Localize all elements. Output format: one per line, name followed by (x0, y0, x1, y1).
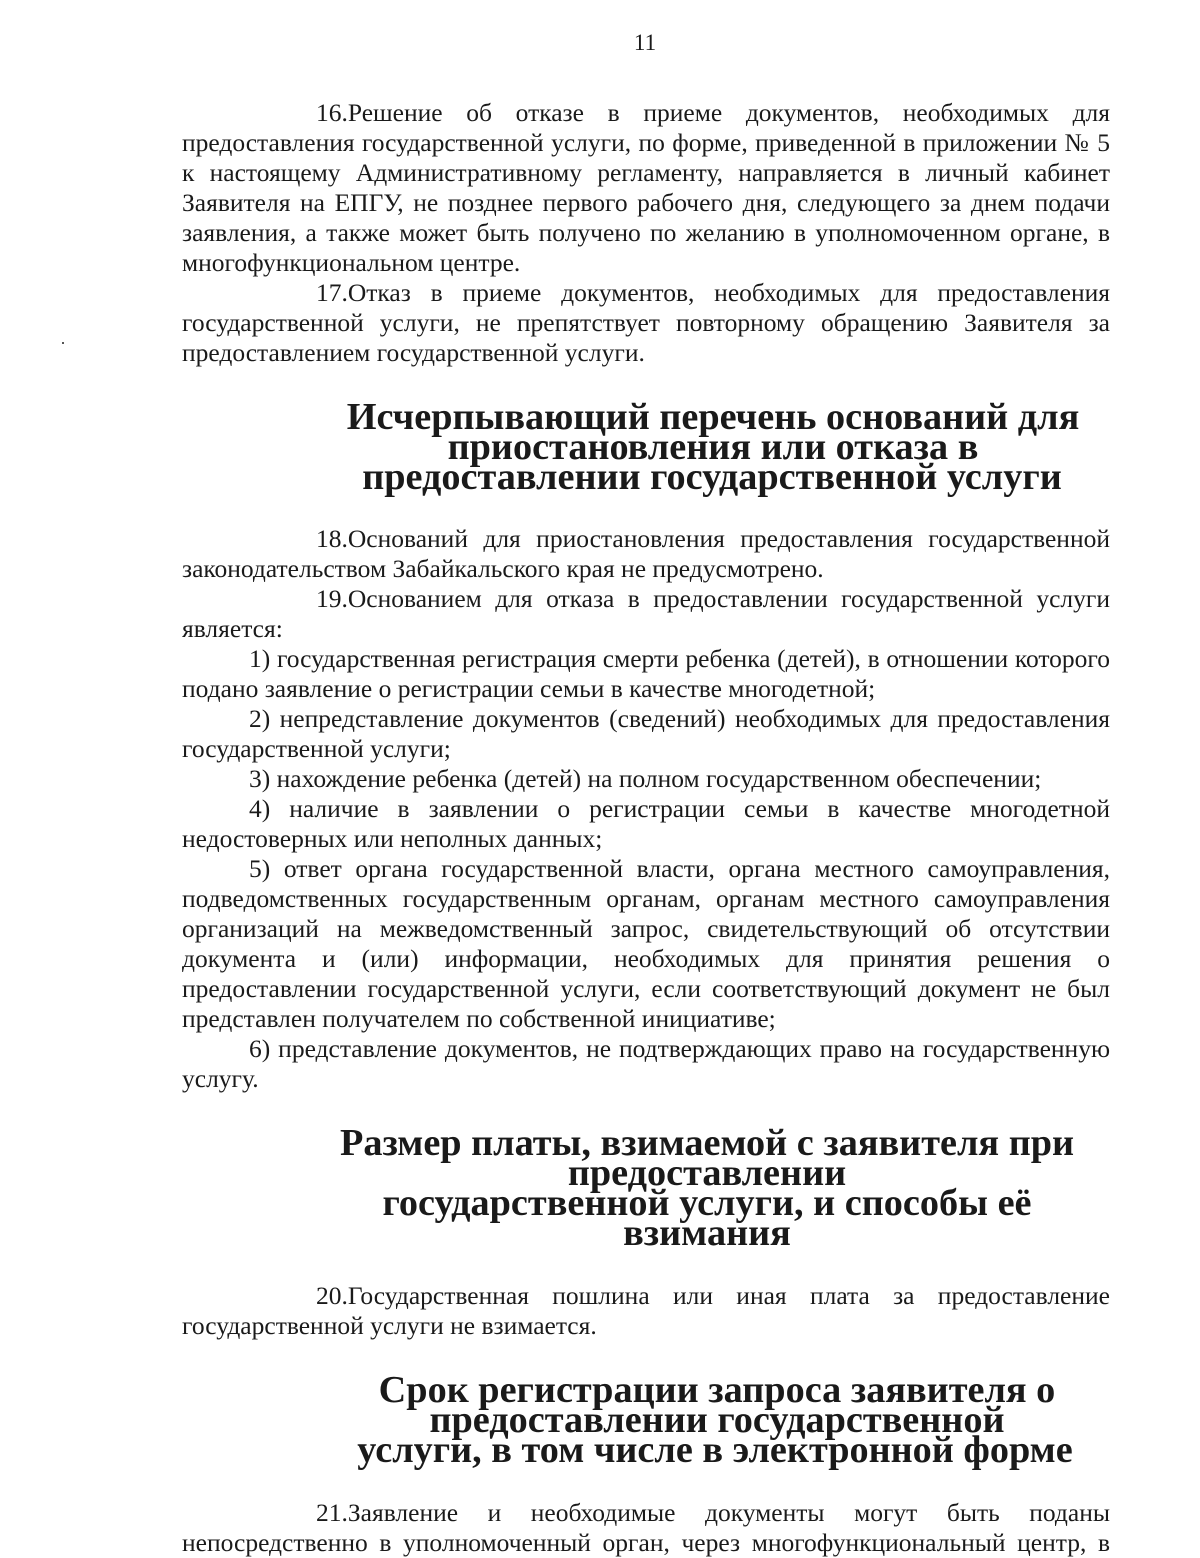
paragraph-number: 16. (316, 98, 348, 127)
scan-speck (62, 342, 64, 344)
paragraph-number: 19. (316, 584, 348, 613)
list-item-2: 2) непредставление документов (сведений) необходимых для предоставления государственной услуги; (182, 704, 1110, 763)
list-item-3: 3) нахождение ребенка (детей) на полном государственном обеспечении; (249, 764, 1042, 793)
list-item-4: 4) наличие в заявлении о регистрации семьи в качестве многодетной недостоверных или неполных данных; (182, 794, 1110, 853)
section-heading-fee (182, 1122, 1110, 1254)
paragraph-21 (182, 1498, 1110, 1558)
paragraph-text: Заявление и необходимые документы могут быть поданы непосредственно в уполномоченный орган, через многофункциональный центр, в (182, 1498, 1110, 1557)
paragraph-number: 20. (316, 1281, 348, 1310)
section-heading-grounds-for-refusal (182, 396, 1110, 498)
paragraph-text: Основанием для отказа в предоставлении государственной услуги является: (182, 584, 1110, 643)
paragraph-number: 18. (316, 524, 348, 553)
paragraph-20 (182, 1281, 1110, 1341)
paragraph-19 (182, 584, 1110, 644)
section-heading-registration-term (182, 1369, 1110, 1471)
list-item-1: 1) государственная регистрация смерти ребенка (детей), в отношении которого подано заявление о регистрации семьи в качестве многодетной; (182, 644, 1110, 703)
list-item-6: 6) представление документов, не подтверждающих право на государственную услугу. (182, 1034, 1110, 1093)
heading-line: услуги, в том числе в электронной форме (357, 1429, 1073, 1471)
paragraph-text: Государственная пошлина или иная плата за предоставление государственной услуги не взимается. (182, 1281, 1110, 1340)
heading-line: Срок регистрации запроса заявителя о предоставлении государственной (378, 1369, 1056, 1441)
list-item-5: 5) ответ органа государственной власти, органа местного самоуправления, подведомственных государственным органам, органам местного самоуправления организаций на межведомственный запрос, свидетельствующий об отсутствии документа и (или) информации, необходимых для принятия решения о предоставлении государственной услуги, если соответствующий документ не был представлен получателем по собственной инициативе; (182, 854, 1110, 1033)
document-body (182, 98, 1110, 1558)
heading-line: предоставлении государственной услуги (362, 456, 1062, 498)
heading-line: государственной услуги, и способы её взимания (382, 1182, 1032, 1254)
paragraph-text: Оснований для приостановления предоставления государственной законодательством Забайкальского края не предусмотрено. (182, 524, 1110, 583)
paragraph-text: Решение об отказе в приеме документов, необходимых для предоставления государственной услуги, по форме, приведенной в приложении № 5 к настоящему Административному регламенту, направляется в личный кабинет Заявителя на ЕПГУ, не позднее первого рабочего дня, следующего за днем подачи заявления, а также может быть получено по желанию в уполномоченном органе, в многофункциональном центре. (182, 98, 1110, 277)
paragraph-17 (182, 278, 1110, 368)
paragraph-number: 21. (316, 1498, 348, 1527)
paragraph-text: Отказ в приеме документов, необходимых для предоставления государственной услуги, не препятствует повторному обращению Заявителя за предоставлением государственной услуги. (182, 278, 1110, 367)
paragraph-16 (182, 98, 1110, 278)
heading-line: Исчерпывающий перечень оснований для приостановления или отказа в (346, 396, 1080, 468)
paragraph-number: 17. (316, 278, 348, 307)
page-number: 11 (633, 30, 657, 55)
paragraph-18 (182, 524, 1110, 584)
heading-line: Размер платы, взимаемой с заявителя при предоставлении (339, 1122, 1075, 1194)
